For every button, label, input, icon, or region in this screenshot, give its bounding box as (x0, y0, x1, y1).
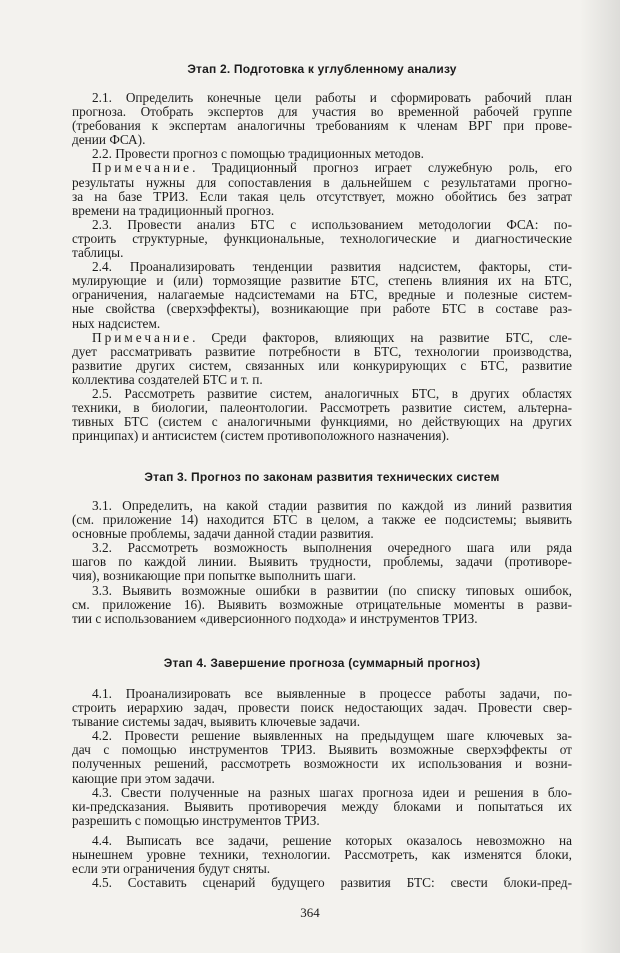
text-line: чия), возникающие при попытке выполнить шаги. (72, 568, 357, 584)
text-line: (требования к экспертам аналогичны требованиям к членам ВРГ при прове- (72, 118, 572, 134)
text-line: кающие при этом задачи. (72, 770, 215, 786)
text-line: тивных БТС (систем с аналогичными функциями, но действующих на других (72, 414, 572, 430)
text-line: ограничения, налагаемые надсистемами на БТС, вредные и полезные систем- (72, 287, 572, 303)
text-line: прогноза. Отобрать экспертов для участия во временной рабочей группе (72, 104, 572, 120)
note-label: Примечание (92, 329, 193, 345)
section-body (72, 499, 572, 626)
text-line: дении ФСА). (72, 132, 146, 148)
text-line: результаты нужны для сопоставления в дальнейшем с результатами прогно- (72, 174, 572, 190)
paragraph (72, 876, 572, 890)
paragraph (72, 499, 572, 541)
text-line: таблицы. (72, 245, 124, 261)
text-line: ки-предсказания. Выявить противоречия между блоками и попытаться их (72, 798, 572, 814)
paragraph (72, 786, 572, 828)
text-line: 4.2. Провести решение выявленных на предыдущем шаге ключевых за- (92, 728, 572, 744)
text-line: строить иерархию задач, провести поиск недостающих задач. Провести свер- (72, 700, 572, 716)
section-heading: Этап 2. Подготовка к углубленному анализу (187, 62, 457, 76)
page-edge-shadow (580, 0, 620, 953)
paragraph (72, 91, 572, 147)
text-line: 4.4. Выписать все задачи, решение которых оказалось невозможно на (92, 832, 572, 848)
text-line: дач с помощью инструментов ТРИЗ. Выявить возможные сверхэффекты от (72, 742, 572, 758)
text-line: за на базе ТРИЗ. Если такая цель отсутствует, можно обойтись без затрат (72, 188, 572, 204)
text-line: полученных решений, рассмотреть возможности их использования и возни- (72, 756, 572, 772)
text-line: ных надсистем. (72, 315, 161, 331)
text-line: 3.1. Определить, на какой стадии развития по каждой из линий развития (92, 498, 572, 513)
paragraph (72, 541, 572, 583)
note-text: . Традиционный прогноз играет служебную роль, его (192, 160, 572, 176)
text-line: строить структурные, функциональные, технологические и диагностические (72, 230, 572, 246)
text-line: 3.3. Выявить возможные ошибки в развитии (по списку типовых ошибок, (92, 582, 572, 598)
paragraph (72, 729, 572, 785)
paragraph (72, 161, 572, 217)
text-line: развитие других систем, связанных или конкурирующих с БТС, развитие (72, 357, 572, 373)
text-line: принципах) и антисистем (систем противоположного назначения). (72, 428, 450, 444)
text-line: 4.1. Проанализировать все выявленные в процессе работы задачи, по- (92, 686, 572, 701)
section-heading: Этап 4. Завершение прогноза (суммарный прогноз) (163, 656, 481, 670)
paragraph (72, 387, 572, 443)
text-line: тывание системы задач, выявить ключевые задачи. (72, 714, 361, 730)
text-line: разрешить с помощью инструментов ТРИЗ. (72, 812, 320, 828)
text-line: (см. приложение 14) находится БТС в целом, а также ее подсистемы; выявить (72, 512, 572, 528)
text-line: 4.5. Составить сценарий будущего развития БТС: свести блоки-пред- (92, 875, 572, 891)
text-line: если эти ограничения будут сняты. (72, 861, 271, 877)
paragraph (72, 147, 572, 161)
text-line (72, 161, 572, 175)
paragraph (72, 260, 572, 330)
text-line: времени на традиционный прогноз. (72, 202, 275, 218)
text-line: нынешнем уровне техники, технологии. Рассмотреть, как изменятся блоки, (72, 847, 572, 863)
text-line: см. приложение 16). Выявить возможные отрицательные моменты в разви- (72, 596, 572, 612)
section-body (72, 687, 572, 890)
text-line: 4.3. Свести полученные на разных шагах прогноза идеи и решения в бло- (92, 784, 572, 800)
paragraph (72, 834, 572, 876)
text-line: тии с использованием «диверсионного подхода» и инструментов ТРИЗ. (72, 610, 478, 626)
page-number: 364 (300, 905, 320, 920)
text-line: техники, в биологии, палеонтологии. Рассмотреть развитие систем, альтерна- (72, 400, 572, 416)
text-line: 3.2. Рассмотреть возможность выполнения очередного шага или ряда (92, 540, 572, 556)
text-line: 2.4. Проанализировать тенденции развития надсистем, факторы, сти- (92, 259, 572, 275)
paragraph (72, 331, 572, 387)
text-line: 2.3. Провести анализ БТС с использованием методологии ФСА: по- (92, 216, 572, 232)
paragraph (72, 584, 572, 626)
section-heading: Этап 3. Прогноз по законам развития технических систем (144, 470, 500, 484)
text-line: 2.2. Провести прогноз с помощью традиционных методов. (92, 146, 424, 162)
section-body (72, 91, 572, 443)
text-line: мулирующие и (или) тормозящие развитие БТС, степень влияния их на БТС, (72, 273, 572, 289)
note-label: Примечание (92, 160, 193, 176)
text-line: 2.1. Определить конечные цели работы и сформировать рабочий план (92, 90, 572, 105)
text-line: 2.5. Рассмотреть развитие систем, аналогичных БТС, в других областях (92, 385, 572, 401)
note-text: . Среди факторов, влияющих на развитие БТС, сле- (192, 329, 572, 345)
text-line: коллектива создателей БТС и т. п. (72, 371, 263, 387)
paragraph (72, 218, 572, 260)
text-line (72, 331, 572, 345)
text-line: дует рассматривать развитие потребности в БТС, технологии производства, (72, 343, 572, 359)
text-line: ные свойства (сверхэффекты), возникающие при работе БТС в составе раз- (72, 301, 572, 317)
text-line: основные проблемы, задачи данной стадии развития. (72, 526, 374, 542)
paragraph (72, 687, 572, 729)
text-line: шагов по каждой линии. Выявить трудности, проблемы, задачи (противоре- (72, 554, 572, 570)
